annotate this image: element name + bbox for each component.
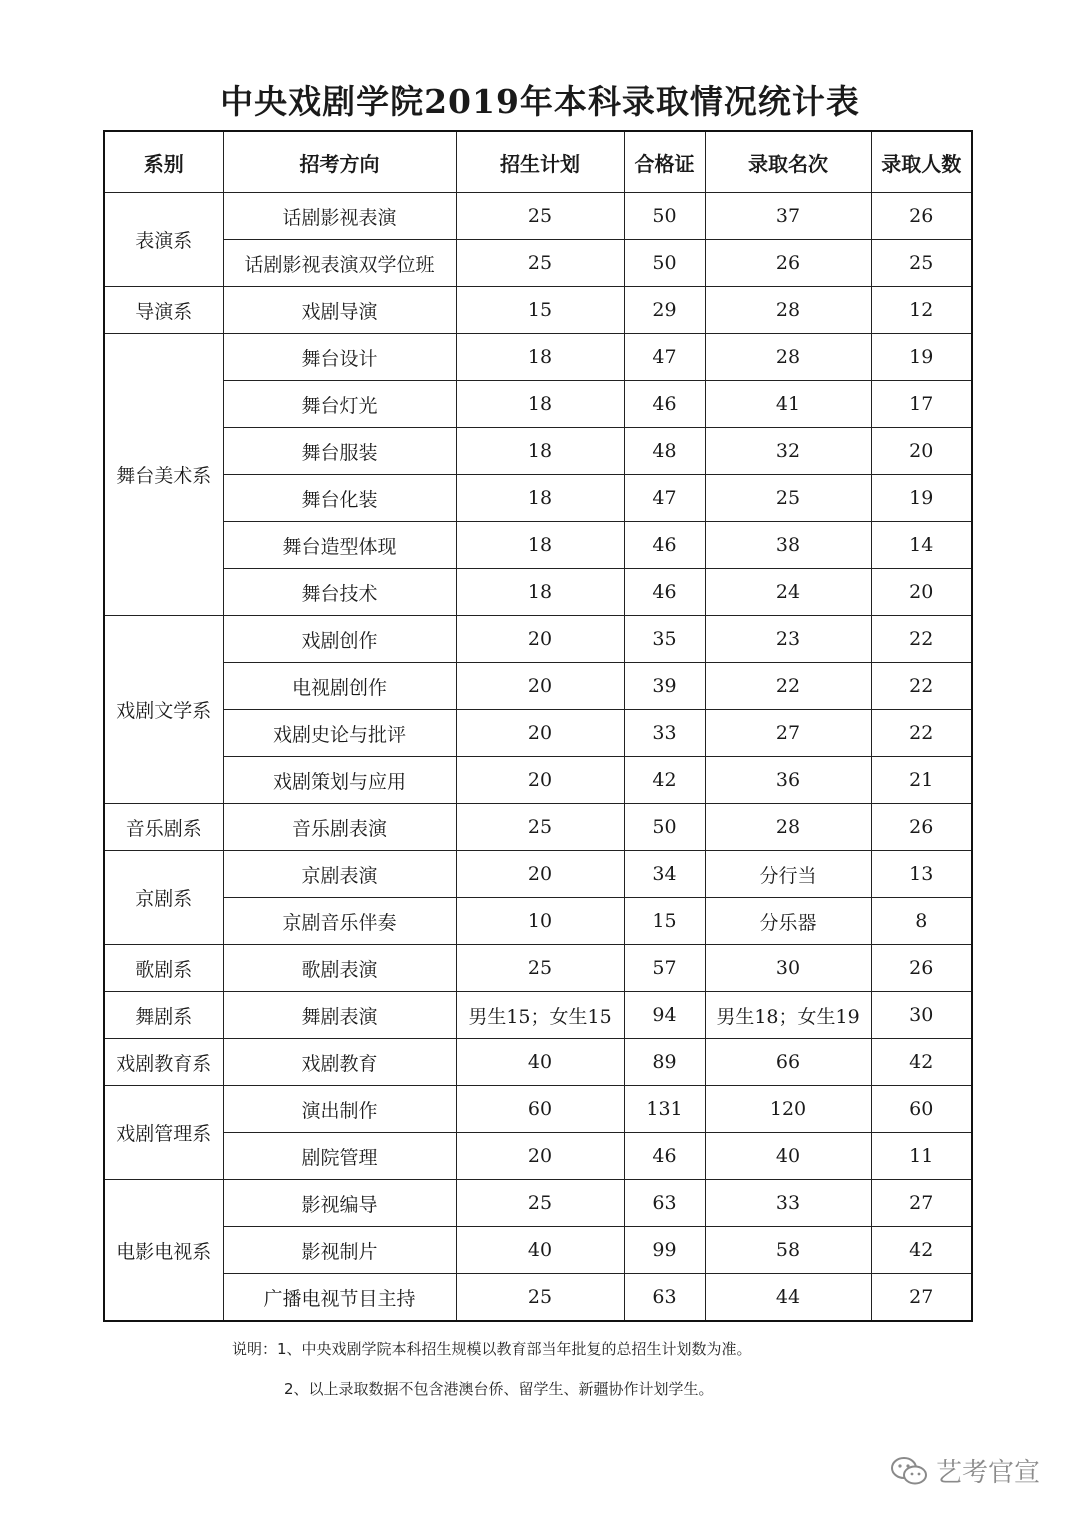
table-row bbox=[104, 1227, 972, 1274]
cell-plan: 40 bbox=[456, 1227, 624, 1274]
column-header-plan: 招生计划 bbox=[456, 131, 624, 193]
cell-department: 舞剧系 bbox=[104, 992, 223, 1039]
cell-admitted: 8 bbox=[871, 898, 972, 945]
cell-rank: 41 bbox=[705, 381, 871, 428]
cell-plan: 20 bbox=[456, 851, 624, 898]
page-title: 中央戏剧学院2019年本科录取情况统计表 bbox=[220, 82, 860, 121]
cell-department: 音乐剧系 bbox=[104, 804, 223, 851]
cell-plan: 18 bbox=[456, 475, 624, 522]
cell-plan: 10 bbox=[456, 898, 624, 945]
cell-plan: 25 bbox=[456, 1180, 624, 1227]
cell-admitted: 42 bbox=[871, 1039, 972, 1086]
cell-admitted: 30 bbox=[871, 992, 972, 1039]
cell-rank: 28 bbox=[705, 804, 871, 851]
table-row bbox=[104, 569, 972, 616]
cell-plan: 18 bbox=[456, 428, 624, 475]
table-row bbox=[104, 1274, 972, 1322]
cell-department: 戏剧教育系 bbox=[104, 1039, 223, 1086]
cell-plan: 25 bbox=[456, 193, 624, 240]
cell-certificate: 46 bbox=[624, 569, 705, 616]
cell-plan: 15 bbox=[456, 287, 624, 334]
wechat-icon bbox=[890, 1456, 928, 1486]
cell-admitted: 17 bbox=[871, 381, 972, 428]
cell-certificate: 33 bbox=[624, 710, 705, 757]
cell-direction: 戏剧史论与批评 bbox=[223, 710, 456, 757]
cell-rank: 38 bbox=[705, 522, 871, 569]
table-row bbox=[104, 193, 972, 240]
cell-admitted: 26 bbox=[871, 193, 972, 240]
cell-admitted: 42 bbox=[871, 1227, 972, 1274]
cell-rank: 120 bbox=[705, 1086, 871, 1133]
cell-rank: 58 bbox=[705, 1227, 871, 1274]
cell-plan: 20 bbox=[456, 710, 624, 757]
table-row bbox=[104, 240, 972, 287]
cell-admitted: 60 bbox=[871, 1086, 972, 1133]
cell-direction: 电视剧创作 bbox=[223, 663, 456, 710]
cell-rank: 27 bbox=[705, 710, 871, 757]
cell-certificate: 50 bbox=[624, 804, 705, 851]
cell-rank: 44 bbox=[705, 1274, 871, 1322]
table-row bbox=[104, 663, 972, 710]
cell-plan: 25 bbox=[456, 945, 624, 992]
cell-plan: 60 bbox=[456, 1086, 624, 1133]
cell-plan: 25 bbox=[456, 804, 624, 851]
cell-rank: 男生18；女生19 bbox=[705, 992, 871, 1039]
note-line-1: 说明：1、中央戏剧学院本科招生规模以教育部当年批复的总招生计划数为准。 bbox=[232, 1340, 752, 1358]
cell-direction: 舞台化装 bbox=[223, 475, 456, 522]
cell-plan: 20 bbox=[456, 663, 624, 710]
cell-department: 表演系 bbox=[104, 193, 223, 287]
table-row bbox=[104, 804, 972, 851]
cell-department: 戏剧文学系 bbox=[104, 616, 223, 804]
column-header-admitted: 录取人数 bbox=[871, 131, 972, 193]
cell-direction: 演出制作 bbox=[223, 1086, 456, 1133]
cell-plan: 40 bbox=[456, 1039, 624, 1086]
cell-plan: 18 bbox=[456, 381, 624, 428]
table-row bbox=[104, 616, 972, 663]
cell-rank: 分乐器 bbox=[705, 898, 871, 945]
cell-rank: 26 bbox=[705, 240, 871, 287]
table-row bbox=[104, 334, 972, 381]
cell-rank: 24 bbox=[705, 569, 871, 616]
cell-rank: 23 bbox=[705, 616, 871, 663]
cell-direction: 舞台服装 bbox=[223, 428, 456, 475]
watermark bbox=[890, 1452, 1040, 1489]
cell-direction: 舞台设计 bbox=[223, 334, 456, 381]
cell-admitted: 22 bbox=[871, 710, 972, 757]
cell-direction: 戏剧创作 bbox=[223, 616, 456, 663]
cell-certificate: 47 bbox=[624, 475, 705, 522]
cell-admitted: 12 bbox=[871, 287, 972, 334]
cell-certificate: 46 bbox=[624, 522, 705, 569]
cell-direction: 京剧音乐伴奏 bbox=[223, 898, 456, 945]
table-row bbox=[104, 898, 972, 945]
cell-rank: 37 bbox=[705, 193, 871, 240]
table-row bbox=[104, 710, 972, 757]
table-row bbox=[104, 1039, 972, 1086]
cell-direction: 京剧表演 bbox=[223, 851, 456, 898]
cell-admitted: 20 bbox=[871, 428, 972, 475]
cell-direction: 影视制片 bbox=[223, 1227, 456, 1274]
cell-direction: 舞台技术 bbox=[223, 569, 456, 616]
table-body bbox=[104, 193, 972, 1322]
cell-rank: 40 bbox=[705, 1133, 871, 1180]
cell-rank: 25 bbox=[705, 475, 871, 522]
cell-certificate: 131 bbox=[624, 1086, 705, 1133]
cell-rank: 28 bbox=[705, 334, 871, 381]
table-row bbox=[104, 381, 972, 428]
cell-direction: 影视编导 bbox=[223, 1180, 456, 1227]
cell-direction: 歌剧表演 bbox=[223, 945, 456, 992]
cell-certificate: 63 bbox=[624, 1274, 705, 1322]
cell-certificate: 39 bbox=[624, 663, 705, 710]
cell-direction: 音乐剧表演 bbox=[223, 804, 456, 851]
cell-direction: 戏剧策划与应用 bbox=[223, 757, 456, 804]
column-header-direction: 招考方向 bbox=[223, 131, 456, 193]
cell-certificate: 34 bbox=[624, 851, 705, 898]
cell-certificate: 89 bbox=[624, 1039, 705, 1086]
cell-admitted: 27 bbox=[871, 1274, 972, 1322]
table-row bbox=[104, 757, 972, 804]
cell-certificate: 35 bbox=[624, 616, 705, 663]
cell-certificate: 57 bbox=[624, 945, 705, 992]
cell-admitted: 14 bbox=[871, 522, 972, 569]
cell-rank: 22 bbox=[705, 663, 871, 710]
cell-plan: 18 bbox=[456, 569, 624, 616]
table-header-row bbox=[104, 131, 972, 193]
admission-table bbox=[103, 130, 973, 1322]
table-row bbox=[104, 428, 972, 475]
table-row bbox=[104, 1180, 972, 1227]
cell-department: 京剧系 bbox=[104, 851, 223, 945]
cell-department: 戏剧管理系 bbox=[104, 1086, 223, 1180]
cell-plan: 25 bbox=[456, 240, 624, 287]
cell-direction: 舞台灯光 bbox=[223, 381, 456, 428]
cell-certificate: 29 bbox=[624, 287, 705, 334]
cell-certificate: 48 bbox=[624, 428, 705, 475]
cell-certificate: 94 bbox=[624, 992, 705, 1039]
column-header-certificate: 合格证 bbox=[624, 131, 705, 193]
column-header-rank: 录取名次 bbox=[705, 131, 871, 193]
cell-certificate: 47 bbox=[624, 334, 705, 381]
table-row bbox=[104, 475, 972, 522]
cell-rank: 66 bbox=[705, 1039, 871, 1086]
cell-certificate: 99 bbox=[624, 1227, 705, 1274]
cell-admitted: 26 bbox=[871, 804, 972, 851]
cell-certificate: 15 bbox=[624, 898, 705, 945]
cell-admitted: 21 bbox=[871, 757, 972, 804]
table-row bbox=[104, 287, 972, 334]
note-line-2: 2、以上录取数据不包含港澳台侨、留学生、新疆协作计划学生。 bbox=[284, 1380, 714, 1398]
table-row bbox=[104, 522, 972, 569]
cell-direction: 戏剧教育 bbox=[223, 1039, 456, 1086]
cell-direction: 广播电视节目主持 bbox=[223, 1274, 456, 1322]
watermark-text: 艺考官宣 bbox=[935, 1458, 1040, 1488]
cell-department: 歌剧系 bbox=[104, 945, 223, 992]
table-row bbox=[104, 1133, 972, 1180]
cell-certificate: 63 bbox=[624, 1180, 705, 1227]
cell-admitted: 25 bbox=[871, 240, 972, 287]
cell-direction: 戏剧导演 bbox=[223, 287, 456, 334]
cell-rank: 33 bbox=[705, 1180, 871, 1227]
cell-admitted: 11 bbox=[871, 1133, 972, 1180]
cell-admitted: 27 bbox=[871, 1180, 972, 1227]
table-row bbox=[104, 1086, 972, 1133]
cell-department: 导演系 bbox=[104, 287, 223, 334]
cell-admitted: 22 bbox=[871, 616, 972, 663]
cell-plan: 20 bbox=[456, 616, 624, 663]
cell-department: 舞台美术系 bbox=[104, 334, 223, 616]
table-row bbox=[104, 992, 972, 1039]
cell-direction: 舞剧表演 bbox=[223, 992, 456, 1039]
cell-plan: 25 bbox=[456, 1274, 624, 1322]
cell-admitted: 19 bbox=[871, 475, 972, 522]
cell-plan: 18 bbox=[456, 334, 624, 381]
cell-certificate: 46 bbox=[624, 1133, 705, 1180]
cell-certificate: 50 bbox=[624, 193, 705, 240]
table-row bbox=[104, 945, 972, 992]
cell-plan: 20 bbox=[456, 757, 624, 804]
cell-certificate: 42 bbox=[624, 757, 705, 804]
cell-department: 电影电视系 bbox=[104, 1180, 223, 1322]
cell-admitted: 20 bbox=[871, 569, 972, 616]
cell-plan: 20 bbox=[456, 1133, 624, 1180]
cell-direction: 话剧影视表演 bbox=[223, 193, 456, 240]
cell-rank: 28 bbox=[705, 287, 871, 334]
cell-certificate: 46 bbox=[624, 381, 705, 428]
cell-admitted: 19 bbox=[871, 334, 972, 381]
cell-admitted: 22 bbox=[871, 663, 972, 710]
table-row bbox=[104, 851, 972, 898]
cell-rank: 分行当 bbox=[705, 851, 871, 898]
cell-certificate: 50 bbox=[624, 240, 705, 287]
column-header-department: 系别 bbox=[104, 131, 223, 193]
cell-admitted: 13 bbox=[871, 851, 972, 898]
cell-rank: 32 bbox=[705, 428, 871, 475]
cell-admitted: 26 bbox=[871, 945, 972, 992]
cell-rank: 36 bbox=[705, 757, 871, 804]
cell-direction: 剧院管理 bbox=[223, 1133, 456, 1180]
cell-rank: 30 bbox=[705, 945, 871, 992]
cell-direction: 舞台造型体现 bbox=[223, 522, 456, 569]
cell-plan: 18 bbox=[456, 522, 624, 569]
cell-plan: 男生15；女生15 bbox=[456, 992, 624, 1039]
cell-direction: 话剧影视表演双学位班 bbox=[223, 240, 456, 287]
